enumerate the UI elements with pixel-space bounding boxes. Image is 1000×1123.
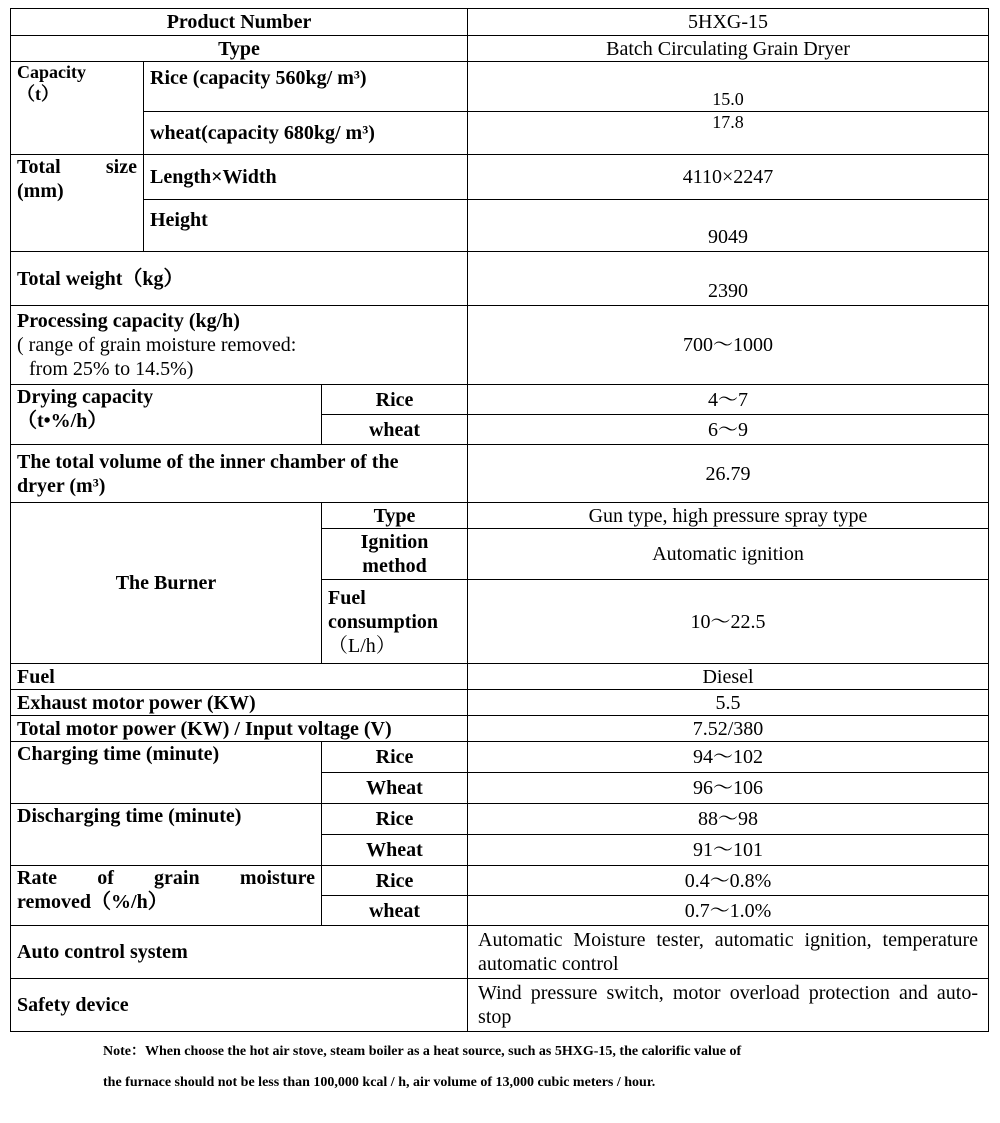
note-line-2: the furnace should not be less than 100,000 kcal / h, air volume of 13,000 cubic meters / hour.: [103, 1075, 656, 1090]
capacity-label: [11, 62, 144, 155]
capacity-rice-label: Rice (capacity 560kg/ m³): [144, 62, 468, 112]
fuel-consumption-label: [322, 580, 468, 664]
row-fuel: [11, 664, 989, 690]
processing-capacity-value: 700～1000: [468, 306, 989, 385]
moisture-rice-label: Rice: [322, 866, 468, 896]
ignition-method-value: Automatic ignition: [468, 529, 989, 580]
capacity-rice-value: 15.0: [468, 62, 989, 112]
fuel-label: Fuel: [11, 664, 468, 690]
total-weight-label: Total weight（kg）: [11, 252, 468, 306]
row-total-motor: [11, 716, 989, 742]
height-label: Height: [144, 200, 468, 252]
total-weight-value: 2390: [468, 252, 989, 306]
capacity-wheat-label: wheat(capacity 680kg/ m³): [144, 112, 468, 155]
row-product-number: [11, 9, 989, 36]
charging-wheat-value: 96～106: [468, 773, 989, 804]
moisture-rate-label-line1: Rate of grain moisture: [17, 867, 315, 889]
chamber-volume-label: [11, 445, 468, 503]
discharging-rice-label: Rice: [322, 804, 468, 835]
total-size-label-line2: (mm): [17, 180, 64, 202]
charging-time-label: Charging time (minute): [11, 742, 322, 804]
charging-rice-value: 94～102: [468, 742, 989, 773]
row-safety-device: [11, 979, 989, 1032]
product-number-label: Product Number: [11, 9, 468, 36]
discharging-time-label: Discharging time (minute): [11, 804, 322, 866]
product-number-value: 5HXG-15: [468, 9, 989, 36]
auto-control-value: Automatic Moisture tester, automatic ignition, temperature automatic control: [468, 926, 989, 979]
moisture-wheat-label: wheat: [322, 896, 468, 926]
row-moisture-rice: [11, 866, 989, 896]
ignition-method-label: [322, 529, 468, 580]
chamber-volume-label-line1: The total volume of the inner chamber of the: [17, 450, 399, 473]
drying-capacity-label: [11, 385, 322, 445]
capacity-wheat-value: 17.8: [468, 112, 989, 155]
fuel-consumption-value: 10～22.5: [468, 580, 989, 664]
drying-wheat-label: wheat: [322, 415, 468, 445]
moisture-wheat-value: 0.7～1.0%: [468, 896, 989, 926]
ignition-method-label-line2: method: [362, 555, 427, 577]
safety-device-label: Safety device: [11, 979, 468, 1032]
moisture-rice-value: 0.4～0.8%: [468, 866, 989, 896]
height-value: 9049: [468, 200, 989, 252]
processing-capacity-label-line2: ( range of grain moisture removed:: [17, 334, 297, 356]
total-motor-value: 7.52/380: [468, 716, 989, 742]
row-capacity-wheat: [11, 112, 989, 155]
fuel-consumption-label-line3: （L/h）: [328, 634, 396, 657]
type-value: Batch Circulating Grain Dryer: [468, 36, 989, 62]
total-motor-label: Total motor power (KW) / Input voltage (V): [11, 716, 468, 742]
row-discharging-rice: [11, 804, 989, 835]
row-size-length-width: [11, 155, 989, 200]
length-width-value: 4110×2247: [468, 155, 989, 200]
burner-label: The Burner: [11, 503, 322, 664]
drying-capacity-label-line1: Drying capacity: [17, 386, 154, 408]
exhaust-motor-label: Exhaust motor power (KW): [11, 690, 468, 716]
row-exhaust-motor: [11, 690, 989, 716]
processing-capacity-label: [11, 306, 468, 385]
drying-rice-value: 4～7: [468, 385, 989, 415]
chamber-volume-label-line2: dryer (m³): [17, 474, 106, 497]
row-auto-control: [11, 926, 989, 979]
capacity-label-line1: Capacity: [17, 62, 86, 82]
row-type: [11, 36, 989, 62]
spec-table: [10, 8, 989, 1032]
row-drying-rice: [11, 385, 989, 415]
row-total-weight: [11, 252, 989, 306]
auto-control-label: Auto control system: [11, 926, 468, 979]
row-chamber-volume: [11, 445, 989, 503]
total-size-label: [11, 155, 144, 252]
drying-rice-label: Rice: [322, 385, 468, 415]
row-charging-rice: [11, 742, 989, 773]
charging-rice-label: Rice: [322, 742, 468, 773]
exhaust-motor-value: 5.5: [468, 690, 989, 716]
length-width-label: Length×Width: [144, 155, 468, 200]
drying-wheat-value: 6～9: [468, 415, 989, 445]
discharging-wheat-label: Wheat: [322, 835, 468, 866]
row-processing-capacity: [11, 306, 989, 385]
processing-capacity-label-line3: from 25% to 14.5%): [29, 358, 194, 380]
type-label: Type: [11, 36, 468, 62]
discharging-rice-value: 88～98: [468, 804, 989, 835]
moisture-rate-label-line2: removed（%/h）: [17, 891, 168, 913]
row-burner-type: [11, 503, 989, 529]
capacity-label-line2: （t）: [17, 83, 59, 104]
row-capacity-rice: [11, 62, 989, 112]
total-size-label-line1: Total size: [17, 156, 137, 178]
fuel-value: Diesel: [468, 664, 989, 690]
safety-device-value: Wind pressure switch, motor overload protection and auto-stop: [468, 979, 989, 1032]
moisture-rate-label: [11, 866, 322, 926]
burner-type-label: Type: [322, 503, 468, 529]
processing-capacity-label-line1: Processing capacity (kg/h): [17, 310, 240, 332]
charging-wheat-label: Wheat: [322, 773, 468, 804]
ignition-method-label-line1: Ignition: [360, 531, 429, 553]
chamber-volume-value: 26.79: [468, 445, 989, 503]
note-line-1: Note：When choose the hot air stove, steam boiler as a heat source, such as 5HXG-15, the calorific value of: [103, 1044, 742, 1059]
discharging-wheat-value: 91～101: [468, 835, 989, 866]
fuel-consumption-label-line1: Fuel: [328, 586, 366, 609]
row-size-height: [11, 200, 989, 252]
drying-capacity-label-line2: （t•%/h）: [17, 410, 108, 432]
fuel-consumption-label-line2: consumption: [328, 610, 439, 633]
burner-type-value: Gun type, high pressure spray type: [468, 503, 989, 529]
